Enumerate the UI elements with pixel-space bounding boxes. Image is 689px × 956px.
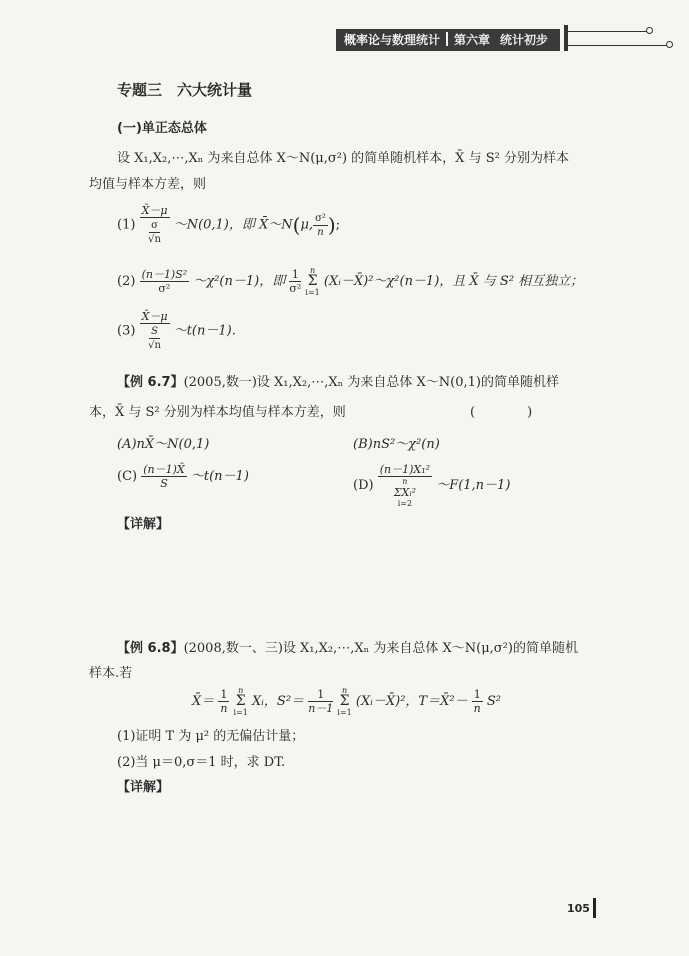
example-1-text-1: (2005,数一)设 X₁,X₂,⋯,Xₙ 为来自总体 X～N(0,1)的简单随机样 bbox=[183, 375, 559, 390]
formula-2-coef bbox=[289, 268, 301, 295]
formula-s2-coef-den: n－1 bbox=[308, 702, 334, 715]
formula-2-coef-num: 1 bbox=[289, 268, 301, 282]
header-line-top bbox=[568, 31, 648, 32]
option-c-denominator: S bbox=[160, 477, 168, 490]
page-number-bar bbox=[593, 898, 596, 918]
formula-s2-coef bbox=[308, 688, 333, 715]
formula-3 bbox=[117, 310, 236, 352]
formula-3-fraction bbox=[140, 310, 170, 352]
formula-2-sum-sub: i=1 bbox=[305, 288, 320, 297]
example-2-line-1 bbox=[117, 637, 578, 656]
formula-s2: Xᵢ，S²＝ bbox=[252, 694, 305, 709]
example-2-text-1: (2008,数一、三)设 X₁,X₂,⋯,Xₙ 为来自总体 X～N(μ,σ²)的简单随机 bbox=[183, 641, 578, 656]
formula-2-rest-1: ～χ²(n－1)，即 bbox=[193, 274, 286, 289]
formula-1-numerator: X̄－μ bbox=[141, 204, 168, 217]
subsection-title: (一)单正态总体 bbox=[117, 121, 207, 136]
formula-s2-coef-num: 1 bbox=[308, 688, 333, 702]
formula-t-end: S² bbox=[486, 694, 501, 709]
option-d-sum-sup: n bbox=[402, 477, 408, 486]
section-title: 专题三 六大统计量 bbox=[117, 81, 253, 99]
option-d-sum-sub: i=2 bbox=[397, 499, 413, 508]
formula-2 bbox=[117, 266, 583, 297]
formula-1: (1) X̄－μ σ √n ～N(0,1)，即 X̄～N(μ, $\frac{\text{σ²}}{n}$ ); bbox=[117, 204, 341, 245]
option-d-numerator: (n－1)X₁² bbox=[379, 463, 431, 476]
example-2-tag: 【例 6.8】 bbox=[117, 641, 184, 656]
running-header bbox=[336, 29, 560, 51]
formula-2-numerator: (n－1)S² bbox=[141, 268, 188, 281]
formula-1-den-bottom: √n bbox=[148, 234, 161, 245]
example-1-answer-blank: ( ) bbox=[470, 405, 533, 420]
formula-3-denominator bbox=[140, 324, 170, 352]
formula-1-paren-fraction bbox=[313, 212, 328, 239]
formula-2-fraction bbox=[140, 268, 190, 295]
option-c bbox=[117, 463, 249, 490]
intro-line-1: 设 X₁,X₂,⋯,Xₙ 为来自总体 X～N(μ,σ²) 的简单随机样本，X̄ 与 S² 分别为样本 bbox=[117, 151, 569, 166]
formula-2-sum-sup: n bbox=[310, 266, 316, 275]
formula-2-coef-den: σ² bbox=[289, 282, 302, 295]
option-a: (A)nX̄～N(0,1) bbox=[117, 437, 210, 452]
example-1-solution: 【详解】 bbox=[117, 517, 170, 532]
example-1-tag: 【例 6.7】 bbox=[117, 375, 184, 390]
formula-xbar-coef-den: n bbox=[220, 702, 228, 715]
option-d-rest: ～F(1,n－1) bbox=[436, 478, 511, 493]
formula-t-coef-den: n bbox=[473, 702, 481, 715]
formula-3-den-bottom: √n bbox=[148, 340, 161, 351]
formula-1-end: ; bbox=[335, 217, 341, 233]
header-dot-bottom bbox=[666, 41, 673, 48]
formula-2-denominator: σ² bbox=[158, 282, 171, 295]
formula-2-rest-2: (Xᵢ－X̄)²～χ²(n－1)，且 X̄ 与 S² 相互独立； bbox=[323, 274, 584, 289]
intro-line-2: 均值与样本方差，则 bbox=[89, 177, 207, 192]
example-2-question-1: (1)证明 T 为 μ² 的无偏估计量； bbox=[117, 729, 305, 744]
example-1-line-1 bbox=[117, 371, 559, 390]
formula-t-coef bbox=[472, 688, 483, 715]
example-2-formula bbox=[192, 686, 501, 717]
formula-t-coef-num: 1 bbox=[473, 688, 481, 701]
example-1-line-2: 本，X̄ 与 S² 分别为样本均值与样本方差，则 bbox=[89, 405, 346, 420]
formula-xbar-sum: n Σ i=1 bbox=[233, 686, 248, 717]
header-bar bbox=[564, 25, 568, 51]
header-line-bottom bbox=[568, 45, 668, 46]
formula-2-sum: n Σ i=1 bbox=[305, 266, 320, 297]
example-2-question-2: (2)当 μ＝0,σ＝1 时，求 DT. bbox=[117, 755, 286, 770]
option-c-fraction bbox=[141, 463, 187, 490]
formula-1-mu: μ, bbox=[300, 217, 314, 233]
formula-1-denominator bbox=[140, 218, 170, 246]
formula-1-paren-num: σ² bbox=[315, 212, 326, 224]
option-d-denominator bbox=[378, 477, 432, 508]
formula-3-label: (3) bbox=[117, 323, 136, 339]
formula-1-label: (1) bbox=[117, 217, 136, 233]
formula-2-label: (2) bbox=[117, 274, 136, 289]
example-2-line-2: 样本.若 bbox=[89, 666, 133, 681]
option-c-numerator: (n－1)X̄ bbox=[143, 463, 185, 476]
option-d-label: (D) bbox=[353, 478, 374, 493]
formula-3-numerator: X̄－μ bbox=[141, 310, 168, 323]
chapter-number: 第六章 bbox=[454, 33, 491, 47]
page-number: 105 bbox=[567, 902, 590, 915]
formula-3-den-top: S bbox=[151, 326, 158, 337]
formula-1-fraction bbox=[140, 204, 170, 246]
formula-1-rest: ～N(0,1)，即 X̄～N bbox=[173, 217, 293, 233]
option-d-fraction bbox=[378, 463, 432, 508]
option-b: (B)nS²～χ²(n) bbox=[353, 437, 440, 452]
book-title: 概率论与数理统计 bbox=[344, 33, 441, 47]
formula-xbar-coef-num: 1 bbox=[220, 688, 228, 701]
example-2-solution: 【详解】 bbox=[117, 780, 170, 795]
header-dot-top bbox=[646, 27, 653, 34]
option-d bbox=[353, 463, 510, 508]
option-c-label: (C) bbox=[117, 469, 138, 484]
formula-t: (Xᵢ－X̄)²，T＝X̄²－ bbox=[355, 694, 468, 709]
formula-1-den-top: σ bbox=[151, 220, 158, 231]
formula-s2-sum: n Σ i=1 bbox=[337, 686, 352, 717]
option-d-sum: ΣXᵢ² bbox=[393, 486, 416, 499]
option-c-rest: ～t(n－1) bbox=[190, 469, 249, 484]
chapter-title: 统计初步 bbox=[500, 33, 549, 47]
formula-xbar: X̄＝ bbox=[192, 694, 215, 709]
formula-xbar-coef bbox=[218, 688, 229, 715]
header-separator bbox=[446, 32, 448, 46]
formula-1-paren-den: n bbox=[317, 226, 324, 238]
formula-3-rest: ～t(n－1). bbox=[173, 323, 236, 339]
